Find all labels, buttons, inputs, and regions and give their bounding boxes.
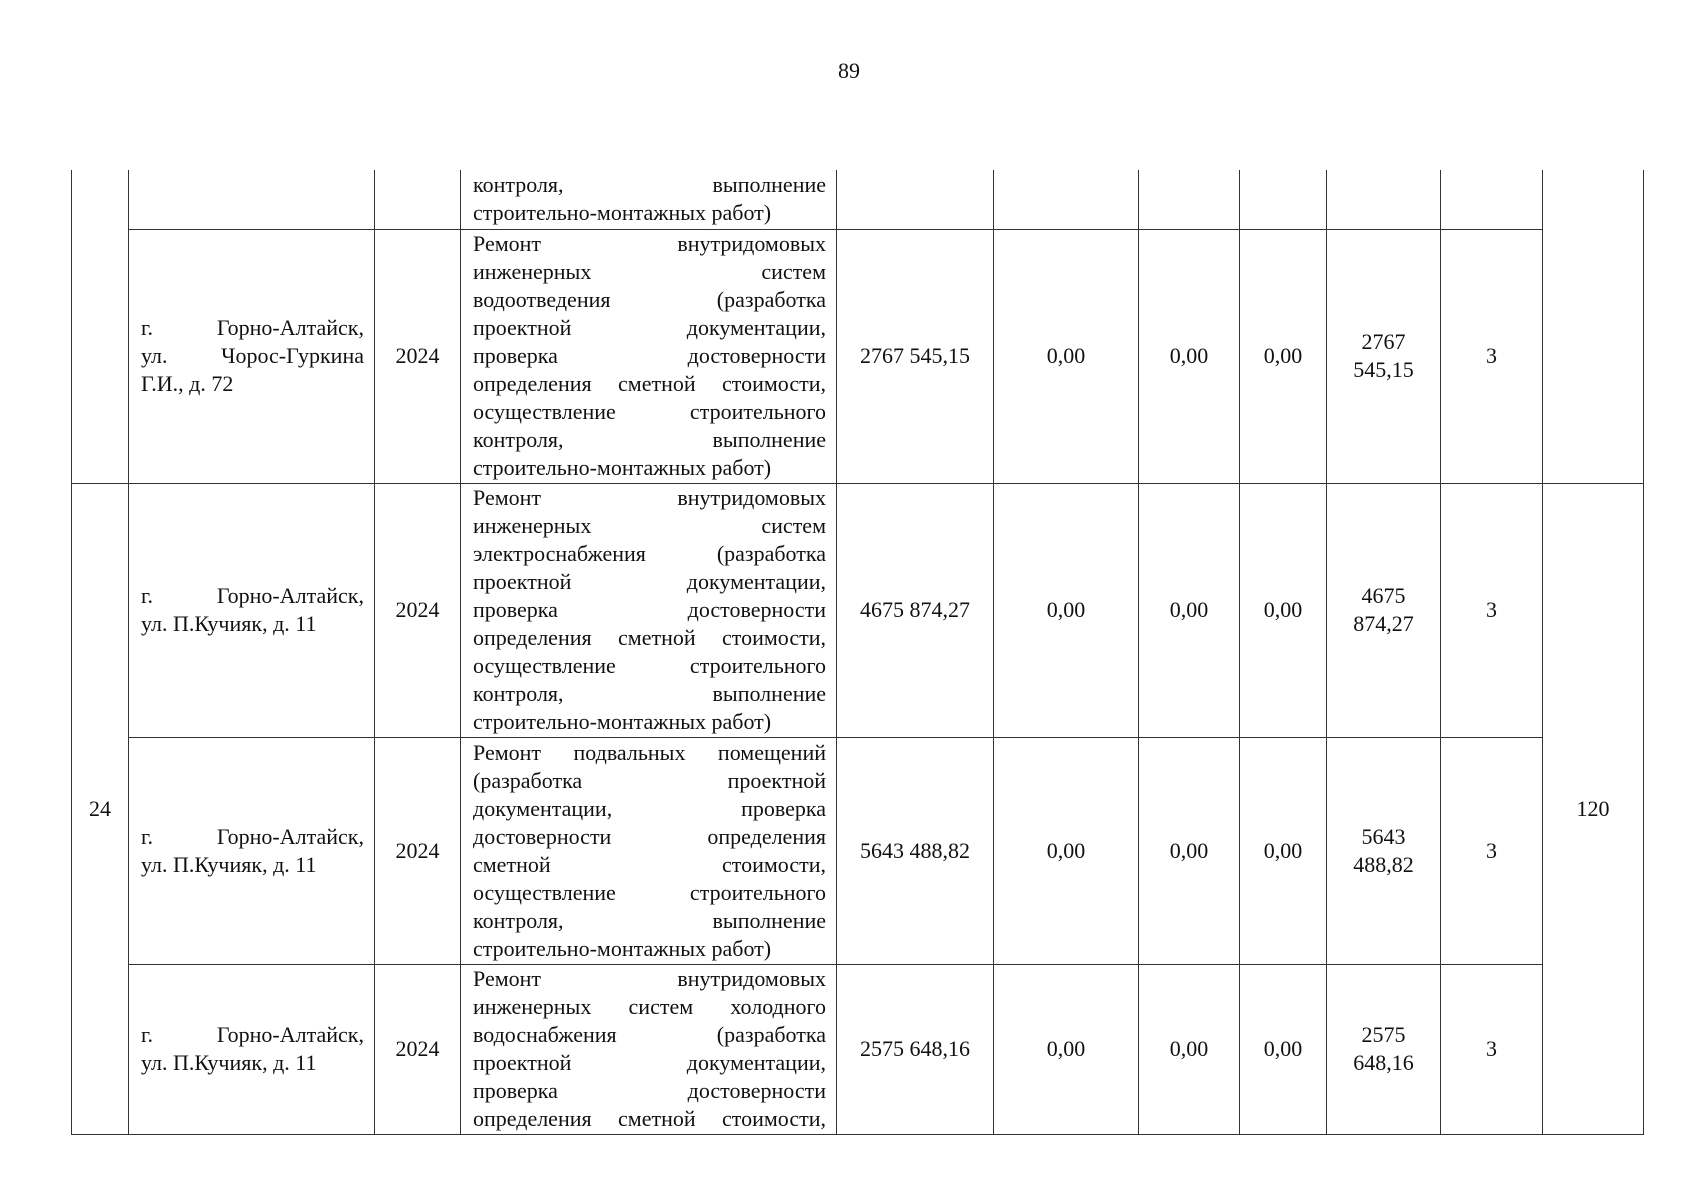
table-row-continuation — [72, 170, 1644, 229]
work-line: документации, проверка — [473, 795, 826, 821]
work-line: строительно-монтажных работ) — [473, 200, 772, 226]
address-line: ул. П.Кучияк, д. 11 — [141, 611, 317, 636]
work-line: инженерных систем — [473, 259, 826, 284]
work-description-cell — [461, 964, 837, 1134]
address-line: ул. П.Кучияк, д. 11 — [141, 1050, 317, 1075]
work-description-cell — [461, 737, 837, 964]
total-cost-cell: 4675 874,27 — [837, 483, 994, 737]
group-number-cell-prev — [72, 170, 129, 483]
work-line: осуществление строительного — [473, 399, 826, 424]
address-line: ул. Чорос-Гуркина — [141, 343, 364, 368]
data-table — [71, 170, 1644, 1135]
total-cost-cell: 2575 648,16 — [837, 964, 994, 1134]
address-line: г. Горно-Алтайск, — [141, 823, 364, 849]
cost-col-4-line: 545,15 — [1353, 357, 1414, 382]
work-line: проектной документации, — [473, 1050, 826, 1075]
cost-col-2-cell — [1139, 170, 1240, 229]
cost-col-4-cell — [1327, 483, 1441, 737]
page-number: 89 — [838, 58, 860, 83]
cost-col-4-cell — [1327, 229, 1441, 483]
cost-col-1-cell: 0,00 — [994, 229, 1139, 483]
address-line: Г.И., д. 72 — [141, 371, 234, 396]
group-total-cell: 120 — [1543, 483, 1644, 1134]
cost-col-2-cell: 0,00 — [1139, 229, 1240, 483]
group-number-cell: 24 — [72, 483, 129, 1134]
quantity-cell: 3 — [1441, 737, 1543, 964]
cost-col-3-cell: 0,00 — [1240, 483, 1327, 737]
work-line: определения сметной стоимости, — [473, 625, 826, 650]
table-row — [72, 964, 1644, 1134]
work-line: водоснабжения (разработка — [473, 1022, 826, 1047]
address-cell — [129, 964, 375, 1134]
work-line: инженерных систем — [473, 513, 826, 538]
work-line: проверка достоверности — [473, 1078, 826, 1103]
work-line: водоотведения (разработка — [473, 287, 826, 312]
work-line: сметной стоимости, — [473, 851, 826, 877]
address-line: г. Горно-Алтайск, — [141, 315, 364, 340]
work-line: Ремонт подвальных помещений — [473, 739, 826, 765]
year-cell: 2024 — [375, 964, 461, 1134]
work-line: Ремонт внутридомовых — [473, 231, 826, 256]
work-line: строительно-монтажных работ) — [473, 709, 772, 734]
work-description-cell — [461, 229, 837, 483]
work-line: проверка достоверности — [473, 597, 826, 622]
cost-col-1-cell: 0,00 — [994, 737, 1139, 964]
work-line: электроснабжения (разработка — [473, 541, 826, 566]
work-line: определения сметной стоимости, — [473, 371, 826, 396]
cost-col-4-line: 874,27 — [1353, 611, 1414, 636]
total-cost-cell: 2767 545,15 — [837, 229, 994, 483]
work-line: осуществление строительного — [473, 653, 826, 678]
cost-col-3-cell — [1240, 170, 1327, 229]
year-cell: 2024 — [375, 737, 461, 964]
work-description-cell — [461, 483, 837, 737]
address-line: г. Горно-Алтайск, — [141, 583, 364, 608]
group-total-cell-prev — [1543, 170, 1644, 483]
table-row — [72, 229, 1644, 483]
work-line: проверка достоверности — [473, 343, 826, 368]
cost-col-4-line: 648,16 — [1353, 1050, 1414, 1075]
work-line: осуществление строительного — [473, 879, 826, 905]
work-line: строительно-монтажных работ) — [473, 935, 772, 961]
cost-col-4-cell — [1327, 737, 1441, 964]
work-line: контроля, выполнение — [473, 427, 826, 452]
address-cell — [129, 737, 375, 964]
table-row — [72, 483, 1644, 737]
cost-col-3-cell: 0,00 — [1240, 737, 1327, 964]
quantity-cell: 3 — [1441, 229, 1543, 483]
address-cell — [129, 483, 375, 737]
work-line: строительно-монтажных работ) — [473, 455, 772, 480]
address-cell — [129, 229, 375, 483]
year-cell: 2024 — [375, 483, 461, 737]
address-line: ул. П.Кучияк, д. 11 — [141, 851, 317, 877]
cost-col-4-line: 2767 — [1361, 329, 1406, 354]
work-line: контроля, выполнение — [473, 907, 826, 933]
work-line: проектной документации, — [473, 315, 826, 340]
cost-col-3-cell: 0,00 — [1240, 229, 1327, 483]
address-cell — [129, 170, 375, 229]
table-row — [72, 737, 1644, 964]
cost-col-1-cell: 0,00 — [994, 964, 1139, 1134]
cost-col-2-cell: 0,00 — [1139, 737, 1240, 964]
cost-col-4-line: 5643 — [1361, 823, 1406, 849]
work-line: Ремонт внутридомовых — [473, 485, 826, 510]
cost-col-1-cell: 0,00 — [994, 483, 1139, 737]
cost-col-3-cell: 0,00 — [1240, 964, 1327, 1134]
work-line: определения сметной стоимости, — [473, 1106, 826, 1131]
work-line: Ремонт внутридомовых — [473, 966, 826, 991]
cost-col-1-cell — [994, 170, 1139, 229]
work-line: (разработка проектной — [473, 767, 826, 793]
work-line: проектной документации, — [473, 569, 826, 594]
work-line: достоверности определения — [473, 823, 826, 849]
address-line: г. Горно-Алтайск, — [141, 1022, 364, 1047]
cost-col-4-cell — [1327, 964, 1441, 1134]
total-cost-cell — [837, 170, 994, 229]
quantity-cell — [1441, 170, 1543, 229]
work-description-cell — [461, 170, 837, 229]
cost-col-4-line: 2575 — [1361, 1022, 1406, 1047]
work-line: инженерных систем холодного — [473, 994, 826, 1019]
cost-col-2-cell: 0,00 — [1139, 483, 1240, 737]
cost-col-4-line: 488,82 — [1353, 851, 1414, 877]
work-line: контроля, выполнение — [473, 681, 826, 706]
cost-col-4-cell — [1327, 170, 1441, 229]
quantity-cell: 3 — [1441, 483, 1543, 737]
cost-col-4-line: 4675 — [1361, 583, 1406, 608]
year-cell: 2024 — [375, 229, 461, 483]
year-cell — [375, 170, 461, 229]
quantity-cell: 3 — [1441, 964, 1543, 1134]
work-line: контроля, выполнение — [473, 172, 826, 198]
cost-col-2-cell: 0,00 — [1139, 964, 1240, 1134]
total-cost-cell: 5643 488,82 — [837, 737, 994, 964]
